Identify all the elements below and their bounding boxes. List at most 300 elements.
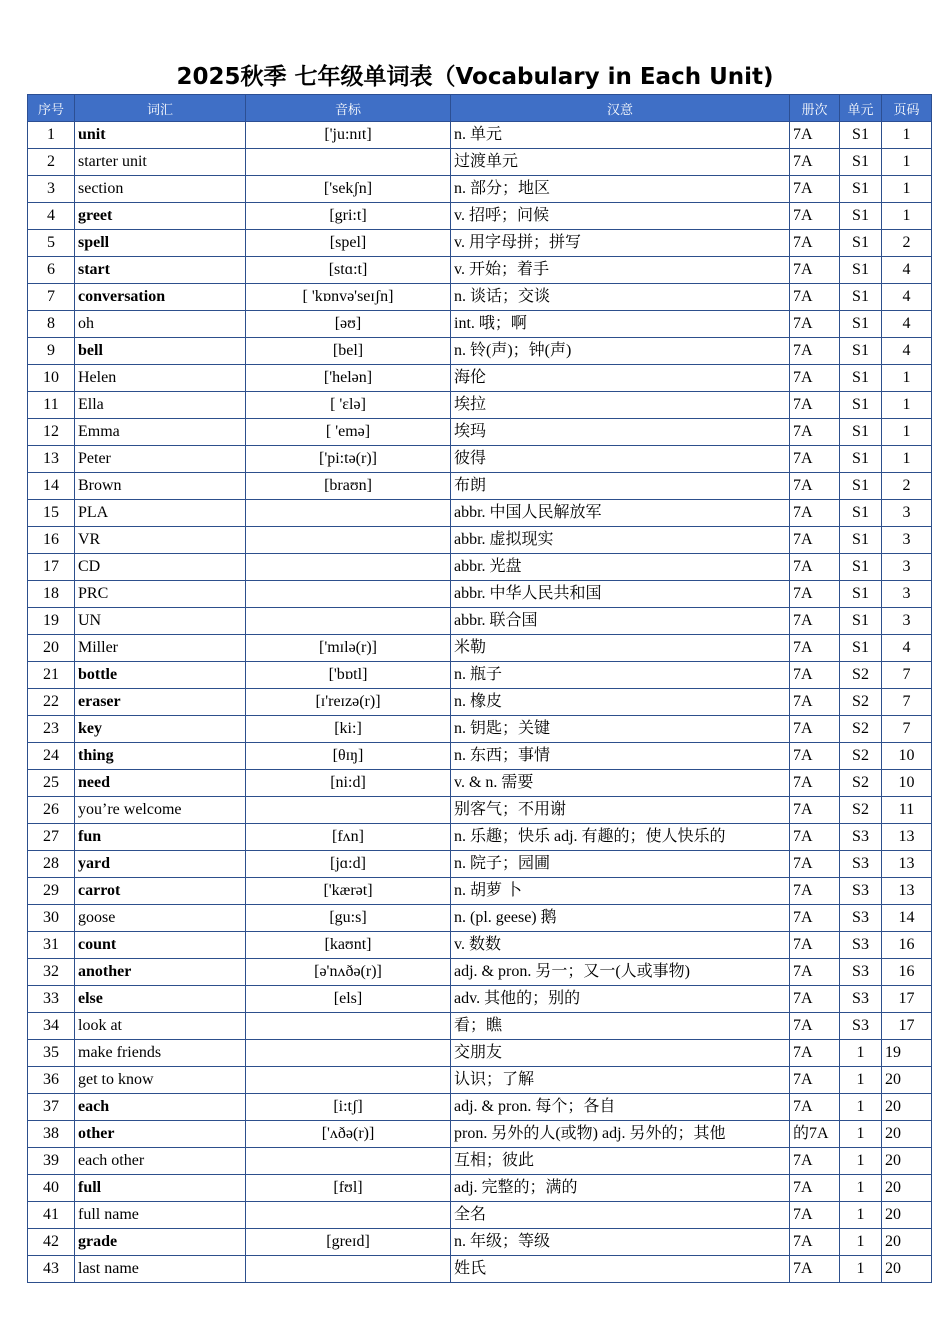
cell-phonetic bbox=[246, 1202, 451, 1229]
cell-phonetic: [ə'nʌðə(r)] bbox=[246, 959, 451, 986]
cell-book: 7A bbox=[790, 1229, 840, 1256]
cell-phonetic: [kaʊnt] bbox=[246, 932, 451, 959]
cell-word: Emma bbox=[75, 419, 246, 446]
cell-page: 3 bbox=[882, 554, 932, 581]
cell-index: 2 bbox=[28, 149, 75, 176]
cell-page: 1 bbox=[882, 419, 932, 446]
cell-unit: S1 bbox=[840, 473, 882, 500]
cell-book: 7A bbox=[790, 1175, 840, 1202]
cell-phonetic bbox=[246, 500, 451, 527]
cell-phonetic: ['bɒtl] bbox=[246, 662, 451, 689]
cell-meaning: 过渡单元 bbox=[451, 149, 790, 176]
cell-page: 7 bbox=[882, 662, 932, 689]
cell-book: 7A bbox=[790, 1148, 840, 1175]
cell-meaning: 别客气；不用谢 bbox=[451, 797, 790, 824]
cell-book: 7A bbox=[790, 824, 840, 851]
cell-book: 7A bbox=[790, 446, 840, 473]
cell-page: 19 bbox=[882, 1040, 932, 1067]
cell-index: 24 bbox=[28, 743, 75, 770]
cell-meaning: v. 用字母拼；拼写 bbox=[451, 230, 790, 257]
cell-index: 23 bbox=[28, 716, 75, 743]
cell-page: 4 bbox=[882, 635, 932, 662]
cell-meaning: 埃玛 bbox=[451, 419, 790, 446]
header-index: 序号 bbox=[28, 95, 75, 122]
table-row bbox=[28, 878, 932, 905]
cell-index: 43 bbox=[28, 1256, 75, 1283]
cell-word: each bbox=[75, 1094, 246, 1121]
cell-phonetic: [i:tʃ] bbox=[246, 1094, 451, 1121]
cell-unit: S1 bbox=[840, 176, 882, 203]
cell-index: 15 bbox=[28, 500, 75, 527]
cell-index: 22 bbox=[28, 689, 75, 716]
header-row bbox=[28, 95, 932, 122]
cell-page: 20 bbox=[882, 1229, 932, 1256]
cell-word: section bbox=[75, 176, 246, 203]
cell-index: 35 bbox=[28, 1040, 75, 1067]
cell-unit: S2 bbox=[840, 743, 882, 770]
cell-book: 7A bbox=[790, 1202, 840, 1229]
header-meaning: 汉意 bbox=[451, 95, 790, 122]
table-row bbox=[28, 473, 932, 500]
cell-book: 7A bbox=[790, 284, 840, 311]
cell-meaning: adv. 其他的；别的 bbox=[451, 986, 790, 1013]
cell-meaning: v. 数数 bbox=[451, 932, 790, 959]
cell-word: PLA bbox=[75, 500, 246, 527]
cell-book: 7A bbox=[790, 1013, 840, 1040]
cell-unit: S1 bbox=[840, 203, 882, 230]
cell-index: 17 bbox=[28, 554, 75, 581]
cell-phonetic: [θɪŋ] bbox=[246, 743, 451, 770]
cell-page: 3 bbox=[882, 581, 932, 608]
cell-word: oh bbox=[75, 311, 246, 338]
cell-meaning: abbr. 中国人民解放军 bbox=[451, 500, 790, 527]
cell-phonetic: ['kærət] bbox=[246, 878, 451, 905]
cell-phonetic: [ 'ɛlə] bbox=[246, 392, 451, 419]
cell-index: 42 bbox=[28, 1229, 75, 1256]
table-row bbox=[28, 851, 932, 878]
cell-book: 7A bbox=[790, 878, 840, 905]
cell-book: 7A bbox=[790, 716, 840, 743]
cell-unit: S1 bbox=[840, 311, 882, 338]
cell-phonetic bbox=[246, 1256, 451, 1283]
cell-unit: 1 bbox=[840, 1256, 882, 1283]
cell-index: 36 bbox=[28, 1067, 75, 1094]
cell-word: spell bbox=[75, 230, 246, 257]
cell-index: 16 bbox=[28, 527, 75, 554]
table-row bbox=[28, 608, 932, 635]
cell-unit: S1 bbox=[840, 284, 882, 311]
cell-index: 4 bbox=[28, 203, 75, 230]
cell-unit: S2 bbox=[840, 797, 882, 824]
cell-phonetic: [ki:] bbox=[246, 716, 451, 743]
cell-meaning: v. 招呼；问候 bbox=[451, 203, 790, 230]
cell-word: yard bbox=[75, 851, 246, 878]
table-row bbox=[28, 500, 932, 527]
cell-meaning: v. 开始；着手 bbox=[451, 257, 790, 284]
cell-unit: S1 bbox=[840, 581, 882, 608]
cell-word: Peter bbox=[75, 446, 246, 473]
cell-unit: S2 bbox=[840, 770, 882, 797]
cell-meaning: n. 钥匙；关键 bbox=[451, 716, 790, 743]
cell-phonetic bbox=[246, 527, 451, 554]
cell-word: need bbox=[75, 770, 246, 797]
cell-unit: S3 bbox=[840, 1013, 882, 1040]
cell-book: 7A bbox=[790, 554, 840, 581]
cell-phonetic: [gu:s] bbox=[246, 905, 451, 932]
table-row bbox=[28, 284, 932, 311]
cell-book: 7A bbox=[790, 149, 840, 176]
cell-page: 20 bbox=[882, 1067, 932, 1094]
cell-phonetic: [braʊn] bbox=[246, 473, 451, 500]
cell-word: UN bbox=[75, 608, 246, 635]
cell-unit: S3 bbox=[840, 905, 882, 932]
cell-book: 7A bbox=[790, 635, 840, 662]
cell-phonetic: [fʌn] bbox=[246, 824, 451, 851]
table-row bbox=[28, 743, 932, 770]
cell-book: 7A bbox=[790, 608, 840, 635]
table-row bbox=[28, 527, 932, 554]
cell-unit: S1 bbox=[840, 257, 882, 284]
cell-unit: S1 bbox=[840, 500, 882, 527]
cell-phonetic bbox=[246, 1040, 451, 1067]
cell-phonetic: [əʊ] bbox=[246, 311, 451, 338]
cell-word: Brown bbox=[75, 473, 246, 500]
cell-meaning: abbr. 虚拟现实 bbox=[451, 527, 790, 554]
cell-page: 1 bbox=[882, 392, 932, 419]
cell-word: carrot bbox=[75, 878, 246, 905]
cell-unit: 1 bbox=[840, 1094, 882, 1121]
cell-phonetic: [ɪ'reɪzə(r)] bbox=[246, 689, 451, 716]
cell-book: 7A bbox=[790, 527, 840, 554]
table-row bbox=[28, 122, 932, 149]
cell-meaning: 交朋友 bbox=[451, 1040, 790, 1067]
cell-page: 1 bbox=[882, 365, 932, 392]
cell-meaning: n. 单元 bbox=[451, 122, 790, 149]
cell-book: 7A bbox=[790, 851, 840, 878]
cell-phonetic: [stɑ:t] bbox=[246, 257, 451, 284]
cell-page: 17 bbox=[882, 1013, 932, 1040]
cell-meaning: n. 谈话；交谈 bbox=[451, 284, 790, 311]
header-book: 册次 bbox=[790, 95, 840, 122]
cell-index: 3 bbox=[28, 176, 75, 203]
cell-page: 16 bbox=[882, 959, 932, 986]
cell-page: 3 bbox=[882, 500, 932, 527]
cell-word: bottle bbox=[75, 662, 246, 689]
cell-page: 7 bbox=[882, 689, 932, 716]
table-row bbox=[28, 1040, 932, 1067]
cell-meaning: adj. & pron. 每个；各自 bbox=[451, 1094, 790, 1121]
cell-page: 13 bbox=[882, 878, 932, 905]
cell-meaning: n. 东西；事情 bbox=[451, 743, 790, 770]
cell-index: 1 bbox=[28, 122, 75, 149]
cell-phonetic bbox=[246, 1067, 451, 1094]
cell-unit: S1 bbox=[840, 419, 882, 446]
cell-book: 7A bbox=[790, 1067, 840, 1094]
cell-word: PRC bbox=[75, 581, 246, 608]
cell-page: 17 bbox=[882, 986, 932, 1013]
cell-page: 1 bbox=[882, 203, 932, 230]
cell-word: fun bbox=[75, 824, 246, 851]
cell-unit: S1 bbox=[840, 230, 882, 257]
cell-book: 7A bbox=[790, 122, 840, 149]
cell-phonetic bbox=[246, 797, 451, 824]
table-row bbox=[28, 338, 932, 365]
cell-index: 14 bbox=[28, 473, 75, 500]
cell-book: 7A bbox=[790, 986, 840, 1013]
cell-book: 7A bbox=[790, 1094, 840, 1121]
cell-word: make friends bbox=[75, 1040, 246, 1067]
cell-index: 12 bbox=[28, 419, 75, 446]
cell-page: 16 bbox=[882, 932, 932, 959]
cell-page: 13 bbox=[882, 824, 932, 851]
cell-meaning: n. 铃(声)；钟(声) bbox=[451, 338, 790, 365]
cell-index: 19 bbox=[28, 608, 75, 635]
cell-page: 1 bbox=[882, 149, 932, 176]
cell-book: 7A bbox=[790, 392, 840, 419]
table-row bbox=[28, 1148, 932, 1175]
cell-book: 7A bbox=[790, 662, 840, 689]
table-row bbox=[28, 635, 932, 662]
page-title: 2025秋季 七年级单词表（Vocabulary in Each Unit) bbox=[176, 64, 774, 90]
cell-word: VR bbox=[75, 527, 246, 554]
cell-word: another bbox=[75, 959, 246, 986]
cell-phonetic bbox=[246, 1148, 451, 1175]
cell-phonetic: ['pi:tə(r)] bbox=[246, 446, 451, 473]
cell-index: 29 bbox=[28, 878, 75, 905]
cell-meaning: abbr. 联合国 bbox=[451, 608, 790, 635]
cell-phonetic: [ni:d] bbox=[246, 770, 451, 797]
cell-page: 20 bbox=[882, 1202, 932, 1229]
table-row bbox=[28, 1013, 932, 1040]
cell-meaning: n. (pl. geese) 鹅 bbox=[451, 905, 790, 932]
table-row bbox=[28, 365, 932, 392]
cell-meaning: n. 瓶子 bbox=[451, 662, 790, 689]
cell-word: goose bbox=[75, 905, 246, 932]
vocabulary-table bbox=[27, 94, 932, 1283]
cell-phonetic: [els] bbox=[246, 986, 451, 1013]
cell-phonetic: [fʊl] bbox=[246, 1175, 451, 1202]
cell-phonetic bbox=[246, 554, 451, 581]
cell-meaning: adj. & pron. 另一；又一(人或事物) bbox=[451, 959, 790, 986]
table-row bbox=[28, 1094, 932, 1121]
cell-word: key bbox=[75, 716, 246, 743]
table-row bbox=[28, 1256, 932, 1283]
cell-word: last name bbox=[75, 1256, 246, 1283]
cell-unit: S1 bbox=[840, 608, 882, 635]
cell-phonetic: ['ju:nɪt] bbox=[246, 122, 451, 149]
cell-meaning: pron. 另外的人(或物) adj. 另外的；其他 bbox=[451, 1121, 790, 1148]
cell-index: 20 bbox=[28, 635, 75, 662]
cell-phonetic bbox=[246, 608, 451, 635]
cell-book: 7A bbox=[790, 419, 840, 446]
table-row bbox=[28, 581, 932, 608]
cell-book: 7A bbox=[790, 338, 840, 365]
cell-phonetic: [greɪd] bbox=[246, 1229, 451, 1256]
cell-meaning: 埃拉 bbox=[451, 392, 790, 419]
table-row bbox=[28, 1202, 932, 1229]
cell-book: 7A bbox=[790, 230, 840, 257]
cell-meaning: 米勒 bbox=[451, 635, 790, 662]
cell-book: 7A bbox=[790, 932, 840, 959]
cell-book: 7A bbox=[790, 797, 840, 824]
cell-word: look at bbox=[75, 1013, 246, 1040]
cell-page: 1 bbox=[882, 446, 932, 473]
table-row bbox=[28, 446, 932, 473]
cell-index: 27 bbox=[28, 824, 75, 851]
cell-phonetic: [ 'kɒnvə'seɪʃn] bbox=[246, 284, 451, 311]
cell-meaning: 姓氏 bbox=[451, 1256, 790, 1283]
table-row bbox=[28, 1175, 932, 1202]
cell-unit: 1 bbox=[840, 1148, 882, 1175]
cell-book: 7A bbox=[790, 743, 840, 770]
cell-book: 7A bbox=[790, 203, 840, 230]
cell-book: 7A bbox=[790, 770, 840, 797]
cell-phonetic: ['mɪlə(r)] bbox=[246, 635, 451, 662]
cell-index: 8 bbox=[28, 311, 75, 338]
cell-word: you’re welcome bbox=[75, 797, 246, 824]
cell-index: 32 bbox=[28, 959, 75, 986]
cell-index: 39 bbox=[28, 1148, 75, 1175]
cell-word: thing bbox=[75, 743, 246, 770]
cell-unit: S2 bbox=[840, 716, 882, 743]
cell-phonetic: [spel] bbox=[246, 230, 451, 257]
cell-word: starter unit bbox=[75, 149, 246, 176]
cell-book: 7A bbox=[790, 473, 840, 500]
table-row bbox=[28, 770, 932, 797]
cell-word: Miller bbox=[75, 635, 246, 662]
cell-meaning: n. 年级；等级 bbox=[451, 1229, 790, 1256]
table-row bbox=[28, 824, 932, 851]
cell-page: 3 bbox=[882, 527, 932, 554]
cell-page: 13 bbox=[882, 851, 932, 878]
cell-word: unit bbox=[75, 122, 246, 149]
cell-page: 4 bbox=[882, 284, 932, 311]
cell-unit: 1 bbox=[840, 1229, 882, 1256]
cell-unit: 1 bbox=[840, 1067, 882, 1094]
cell-book: 7A bbox=[790, 1040, 840, 1067]
cell-page: 1 bbox=[882, 176, 932, 203]
table-row bbox=[28, 176, 932, 203]
cell-index: 25 bbox=[28, 770, 75, 797]
cell-word: other bbox=[75, 1121, 246, 1148]
cell-index: 26 bbox=[28, 797, 75, 824]
cell-word: greet bbox=[75, 203, 246, 230]
cell-word: get to know bbox=[75, 1067, 246, 1094]
cell-word: conversation bbox=[75, 284, 246, 311]
table-row bbox=[28, 1229, 932, 1256]
cell-meaning: n. 橡皮 bbox=[451, 689, 790, 716]
cell-meaning: n. 院子；园圃 bbox=[451, 851, 790, 878]
header-word: 词汇 bbox=[75, 95, 246, 122]
table-row bbox=[28, 311, 932, 338]
cell-page: 4 bbox=[882, 257, 932, 284]
cell-page: 20 bbox=[882, 1121, 932, 1148]
cell-meaning: 全名 bbox=[451, 1202, 790, 1229]
cell-unit: S3 bbox=[840, 878, 882, 905]
cell-phonetic bbox=[246, 1013, 451, 1040]
cell-page: 10 bbox=[882, 743, 932, 770]
cell-index: 33 bbox=[28, 986, 75, 1013]
cell-phonetic: [gri:t] bbox=[246, 203, 451, 230]
cell-word: full name bbox=[75, 1202, 246, 1229]
cell-meaning: int. 哦；啊 bbox=[451, 311, 790, 338]
cell-unit: S1 bbox=[840, 527, 882, 554]
cell-phonetic: ['helən] bbox=[246, 365, 451, 392]
table-row bbox=[28, 554, 932, 581]
cell-index: 18 bbox=[28, 581, 75, 608]
cell-unit: S1 bbox=[840, 635, 882, 662]
cell-phonetic: [jɑ:d] bbox=[246, 851, 451, 878]
cell-index: 40 bbox=[28, 1175, 75, 1202]
cell-unit: S3 bbox=[840, 959, 882, 986]
header-unit: 单元 bbox=[840, 95, 882, 122]
cell-book: 的7A bbox=[790, 1121, 840, 1148]
cell-book: 7A bbox=[790, 905, 840, 932]
table-row bbox=[28, 716, 932, 743]
cell-meaning: 彼得 bbox=[451, 446, 790, 473]
cell-meaning: 互相；彼此 bbox=[451, 1148, 790, 1175]
cell-meaning: v. & n. 需要 bbox=[451, 770, 790, 797]
table-row bbox=[28, 959, 932, 986]
table-row bbox=[28, 986, 932, 1013]
cell-unit: 1 bbox=[840, 1175, 882, 1202]
table-row bbox=[28, 797, 932, 824]
cell-unit: S1 bbox=[840, 554, 882, 581]
cell-meaning: 看；瞧 bbox=[451, 1013, 790, 1040]
cell-page: 4 bbox=[882, 311, 932, 338]
table-body bbox=[28, 122, 932, 1283]
cell-index: 38 bbox=[28, 1121, 75, 1148]
cell-unit: S3 bbox=[840, 986, 882, 1013]
table-row bbox=[28, 662, 932, 689]
cell-index: 10 bbox=[28, 365, 75, 392]
cell-meaning: abbr. 中华人民共和国 bbox=[451, 581, 790, 608]
cell-unit: S1 bbox=[840, 338, 882, 365]
cell-unit: S3 bbox=[840, 824, 882, 851]
cell-word: full bbox=[75, 1175, 246, 1202]
cell-phonetic bbox=[246, 149, 451, 176]
table-row bbox=[28, 392, 932, 419]
cell-word: Ella bbox=[75, 392, 246, 419]
cell-book: 7A bbox=[790, 257, 840, 284]
cell-book: 7A bbox=[790, 689, 840, 716]
cell-meaning: n. 胡萝 卜 bbox=[451, 878, 790, 905]
cell-unit: S2 bbox=[840, 662, 882, 689]
cell-unit: S1 bbox=[840, 365, 882, 392]
cell-unit: S3 bbox=[840, 851, 882, 878]
cell-word: else bbox=[75, 986, 246, 1013]
cell-book: 7A bbox=[790, 365, 840, 392]
table-row bbox=[28, 689, 932, 716]
table-row bbox=[28, 1067, 932, 1094]
cell-unit: S1 bbox=[840, 446, 882, 473]
cell-index: 6 bbox=[28, 257, 75, 284]
cell-meaning: adj. 完整的；满的 bbox=[451, 1175, 790, 1202]
cell-unit: S3 bbox=[840, 932, 882, 959]
cell-unit: S1 bbox=[840, 149, 882, 176]
cell-word: start bbox=[75, 257, 246, 284]
cell-meaning: n. 部分；地区 bbox=[451, 176, 790, 203]
cell-phonetic: ['sekʃn] bbox=[246, 176, 451, 203]
table-row bbox=[28, 419, 932, 446]
cell-book: 7A bbox=[790, 959, 840, 986]
cell-word: eraser bbox=[75, 689, 246, 716]
cell-word: bell bbox=[75, 338, 246, 365]
cell-phonetic bbox=[246, 581, 451, 608]
cell-page: 4 bbox=[882, 338, 932, 365]
cell-book: 7A bbox=[790, 1256, 840, 1283]
cell-page: 7 bbox=[882, 716, 932, 743]
